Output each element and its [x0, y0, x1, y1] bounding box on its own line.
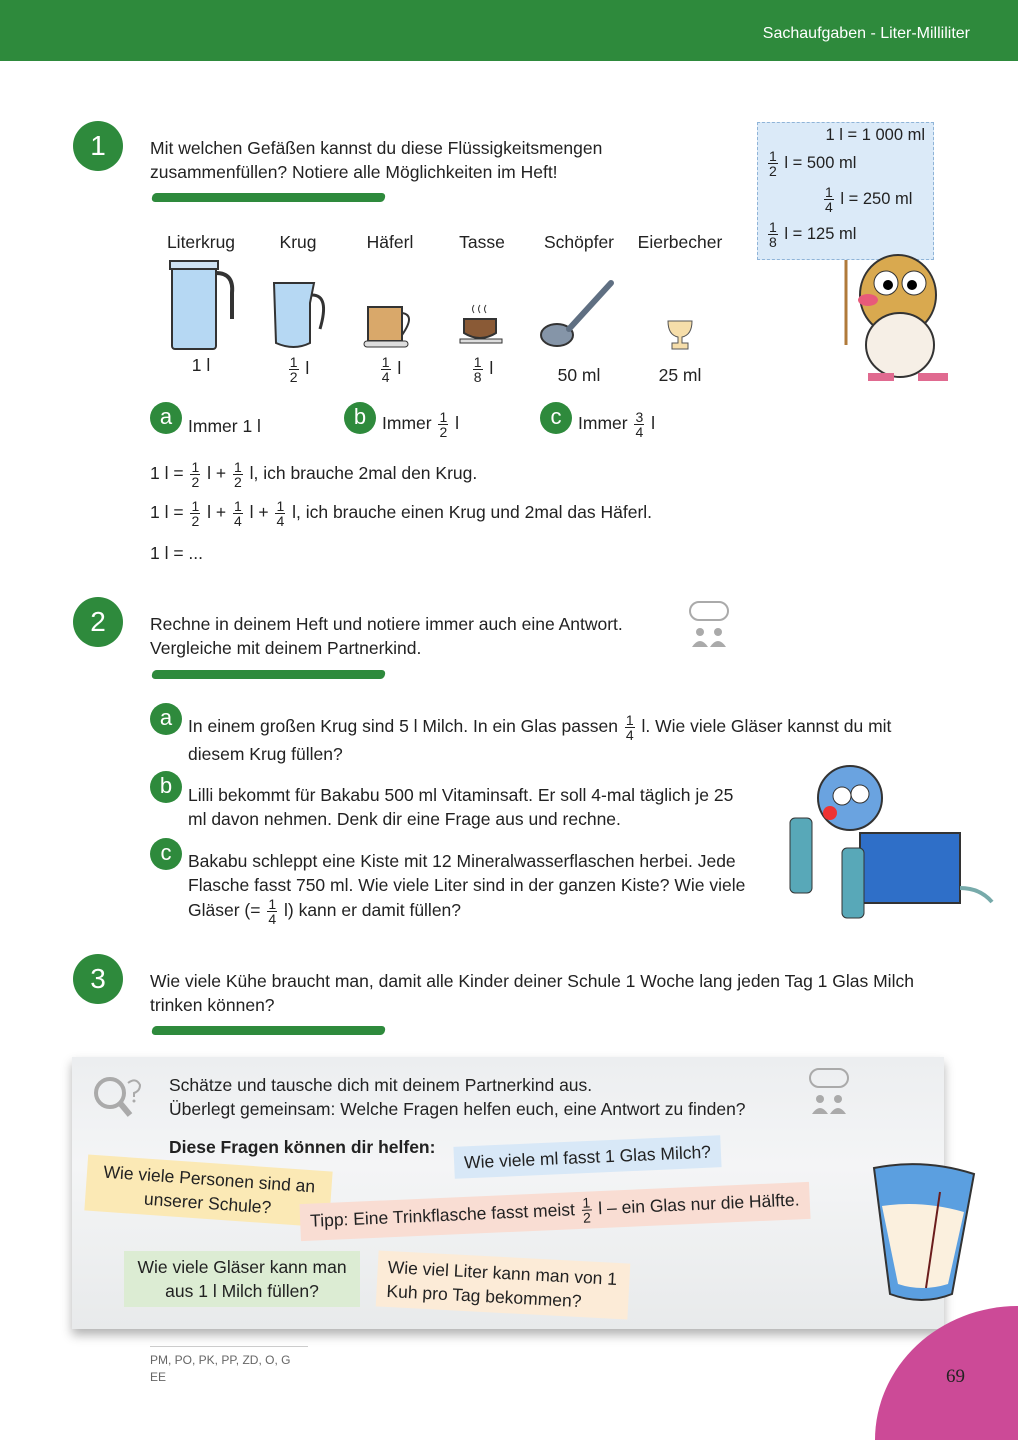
note-tip: [299, 1182, 810, 1241]
text-segment: 1 l =: [150, 502, 189, 523]
text-segment: Immer 1 l: [188, 416, 261, 436]
text-segment: l: [646, 413, 655, 434]
text-segment: Wie viele ml fasst 1 Glas Milch?: [463, 1141, 712, 1173]
text-segment: l: [450, 413, 459, 434]
note-glasses: [124, 1251, 360, 1307]
vessel-amount: [248, 355, 348, 384]
footer-codes-line: PM, PO, PK, PP, ZD, O, G: [150, 1353, 291, 1367]
vessel-amount: [432, 355, 532, 384]
fraction: [190, 499, 200, 528]
text-segment: Wie viel Liter kann man von 1 Kuh pro Tag bekommen?: [386, 1256, 618, 1312]
bakabu-crate-icon: [780, 758, 995, 923]
denominator: 4: [625, 727, 634, 743]
example-line-2: [150, 499, 652, 528]
magnifier-question-icon: [92, 1075, 142, 1119]
subtask-letter: a: [150, 703, 182, 735]
text-segment: 1 l: [191, 355, 211, 375]
denominator: 4: [268, 911, 277, 927]
numerator: 1: [769, 148, 777, 164]
fraction: [381, 355, 391, 384]
footer-codes: [150, 1346, 308, 1386]
conversion-row: [822, 185, 912, 214]
note-cow: [376, 1250, 631, 1319]
underline-bar: [151, 670, 386, 679]
example-line-1: [150, 460, 477, 489]
denominator: 2: [582, 1209, 592, 1226]
fraction: [289, 355, 299, 384]
subtask-1b: [344, 402, 459, 439]
vessel-name: Krug: [279, 232, 317, 252]
subtask-letter: b: [344, 402, 376, 434]
task-number-3: 3: [73, 954, 123, 1004]
subtask-text: [578, 410, 655, 439]
fraction: [190, 460, 200, 489]
text-segment: Wie viele Personen sind an unserer Schule?: [102, 1161, 316, 1218]
denominator: 4: [381, 369, 390, 385]
denominator: 4: [825, 199, 833, 215]
numerator: 1: [289, 354, 298, 370]
vessel-name: Häferl: [366, 232, 414, 252]
denominator: 2: [191, 474, 200, 490]
subtask-letter: c: [150, 838, 182, 870]
numerator: 1: [268, 896, 277, 912]
subtask-letter: a: [150, 402, 182, 434]
denominator: 4: [635, 424, 644, 440]
text-segment: l +: [244, 502, 274, 523]
task-number-2: 2: [73, 597, 123, 647]
fraction: [233, 499, 243, 528]
vessel-name: Literkrug: [166, 232, 236, 252]
text-segment: 1 l = ...: [150, 543, 204, 563]
fraction: [233, 460, 243, 489]
text-segment: In einem großen Krug sind 5 l Milch. In ein Glas passen: [188, 716, 623, 737]
numerator: 1: [439, 409, 448, 425]
subtask-1a: [150, 402, 261, 438]
vessel-amount: [529, 365, 629, 386]
text-segment: Immer: [382, 413, 437, 434]
vessel-haeferl: [340, 232, 440, 384]
partner-talk-icon: [688, 600, 730, 648]
jug-icon: [266, 277, 330, 351]
fraction: [768, 149, 778, 178]
vessel-name: Schöpfer: [543, 232, 615, 252]
subtask-letter: b: [150, 771, 182, 803]
underline-bar: [151, 1026, 386, 1035]
box-line-2: Überlegt gemeinsam: Welche Fragen helfen euch, eine Antwort zu finden?: [169, 1099, 746, 1119]
denominator: 2: [439, 424, 448, 440]
text-segment: Tipp: Eine Trinkflasche fasst meist: [309, 1199, 581, 1231]
task-number-1: 1: [73, 121, 123, 171]
denominator: 8: [769, 234, 777, 250]
subtask-2a: [150, 703, 930, 766]
numerator: 1: [191, 498, 200, 514]
numerator: 1: [233, 498, 242, 514]
text-segment: l = 125 ml: [779, 224, 857, 243]
text-segment: l – ein Glas nur die Hälfte.: [592, 1189, 800, 1219]
denominator: 4: [233, 513, 242, 529]
vessel-name: Tasse: [459, 232, 505, 252]
conversion-sign: [757, 122, 934, 260]
subtask-letter: c: [540, 402, 572, 434]
coffee-cup-icon: [456, 301, 508, 351]
text-segment: Bakabu schleppt eine Kiste mit 12 Mineralwasserflaschen herbei. Jede Flasche fasst 750 ml. Wie viele Liter sind in der ganzen Kiste? Wie viele Gläser (=: [188, 851, 746, 921]
text-segment: 1 l = 1 000 ml: [825, 126, 925, 144]
numerator: 1: [582, 1194, 591, 1211]
text-segment: Immer: [578, 413, 633, 434]
fraction: [275, 499, 285, 528]
fraction: [634, 410, 644, 439]
page-number: 69: [946, 1366, 965, 1387]
vessel-eierbecher: [630, 232, 730, 386]
hint-title: Diese Fragen können dir helfen:: [169, 1137, 436, 1157]
text-segment: l. Wie viele Gläser kannst du mit diesem Krug füllen?: [188, 716, 892, 764]
milk-glass-icon: [870, 1162, 980, 1302]
denominator: 8: [473, 369, 482, 385]
numerator: 1: [625, 712, 634, 728]
subtask-text: [188, 414, 261, 438]
denominator: 2: [191, 513, 200, 529]
fraction: [768, 220, 778, 249]
vessel-literkrug: [151, 232, 251, 376]
subtask-text: [188, 783, 750, 831]
numerator: 1: [191, 459, 200, 475]
vessel-krug: [248, 232, 348, 384]
numerator: 1: [276, 498, 285, 514]
numerator: 1: [381, 354, 390, 370]
underline-bar: [151, 193, 386, 202]
vessel-amount: [151, 355, 251, 376]
subtask-1c: [540, 402, 655, 439]
subtask-text: [188, 849, 765, 926]
owl-mascot-icon: [828, 245, 968, 390]
task1-text: Mit welchen Gefäßen kannst du diese Flüssigkeitsmengen zusammenfüllen? Notiere alle Möglichkeiten im Heft!: [150, 138, 603, 182]
denominator: 2: [233, 474, 242, 490]
text-segment: l = 250 ml: [835, 189, 913, 208]
text-segment: l) kann er damit füllen?: [279, 900, 462, 921]
text-segment: l: [392, 358, 402, 379]
footer-codes-line: EE: [150, 1370, 167, 1384]
pitcher-icon: [166, 259, 236, 351]
denominator: 4: [276, 513, 285, 529]
example-line-3: [150, 541, 203, 565]
numerator: 1: [825, 184, 833, 200]
fraction: [581, 1195, 592, 1224]
text-segment: l: [300, 358, 310, 379]
numerator: 1: [769, 219, 777, 235]
numerator: 1: [473, 354, 482, 370]
task2-text: Rechne in deinem Heft und notiere immer auch eine Antwort. Vergleiche mit deinem Partnerkind.: [150, 614, 623, 658]
fraction: [438, 410, 448, 439]
vessel-amount: [630, 365, 730, 386]
text-segment: 50 ml: [557, 365, 601, 385]
fraction: [267, 897, 277, 926]
text-segment: l = 500 ml: [779, 153, 857, 172]
text-segment: Lilli bekommt für Bakabu 500 ml Vitaminsaft. Er soll 4-mal täglich je 25 ml davon nehmen. Denk dir eine Frage aus und rechne.: [188, 785, 734, 829]
text-segment: l +: [202, 502, 231, 523]
text-segment: l, ich brauche einen Krug und 2mal das Häferl.: [287, 502, 653, 523]
note-glass-ml: [453, 1135, 721, 1179]
text-segment: 1 l =: [150, 463, 189, 484]
vessel-schoepfer: [529, 232, 629, 386]
partner-talk-icon: [808, 1067, 850, 1115]
header-bar: [0, 0, 1018, 61]
conversion-row: [825, 126, 925, 145]
text-segment: 25 ml: [658, 365, 702, 385]
fraction: [625, 713, 635, 742]
denominator: 2: [769, 163, 777, 179]
note-persons: [84, 1155, 332, 1228]
tea-mug-icon: [360, 301, 420, 351]
numerator: 1: [233, 459, 242, 475]
denominator: 2: [289, 369, 298, 385]
subtask-2c: [150, 838, 765, 926]
egg-cup-icon: [665, 319, 695, 351]
fraction: [824, 185, 834, 214]
subtask-text: [382, 410, 459, 439]
text-segment: l, ich brauche 2mal den Krug.: [244, 463, 478, 484]
discussion-box: [72, 1057, 944, 1329]
numerator: 3: [635, 409, 644, 425]
conversion-row: [766, 149, 856, 178]
text-segment: Wie viele Gläser kann man aus 1 l Milch füllen?: [137, 1257, 347, 1301]
task3-text: Wie viele Kühe braucht man, damit alle Kinder deiner Schule 1 Woche lang jeden Tag 1 Glas Milch trinken können?: [150, 971, 914, 1015]
vessel-tasse: [432, 232, 532, 384]
ladle-icon: [539, 279, 619, 351]
vessel-amount: [340, 355, 440, 384]
fraction: [473, 355, 483, 384]
header-title: Sachaufgaben - Liter-Milliliter: [762, 25, 970, 42]
subtask-2b: [150, 771, 750, 831]
box-line-1: Schätze und tausche dich mit deinem Partnerkind aus.: [169, 1075, 593, 1095]
text-segment: l: [484, 358, 494, 379]
text-segment: l +: [202, 463, 231, 484]
vessel-name: Eierbecher: [637, 232, 723, 252]
